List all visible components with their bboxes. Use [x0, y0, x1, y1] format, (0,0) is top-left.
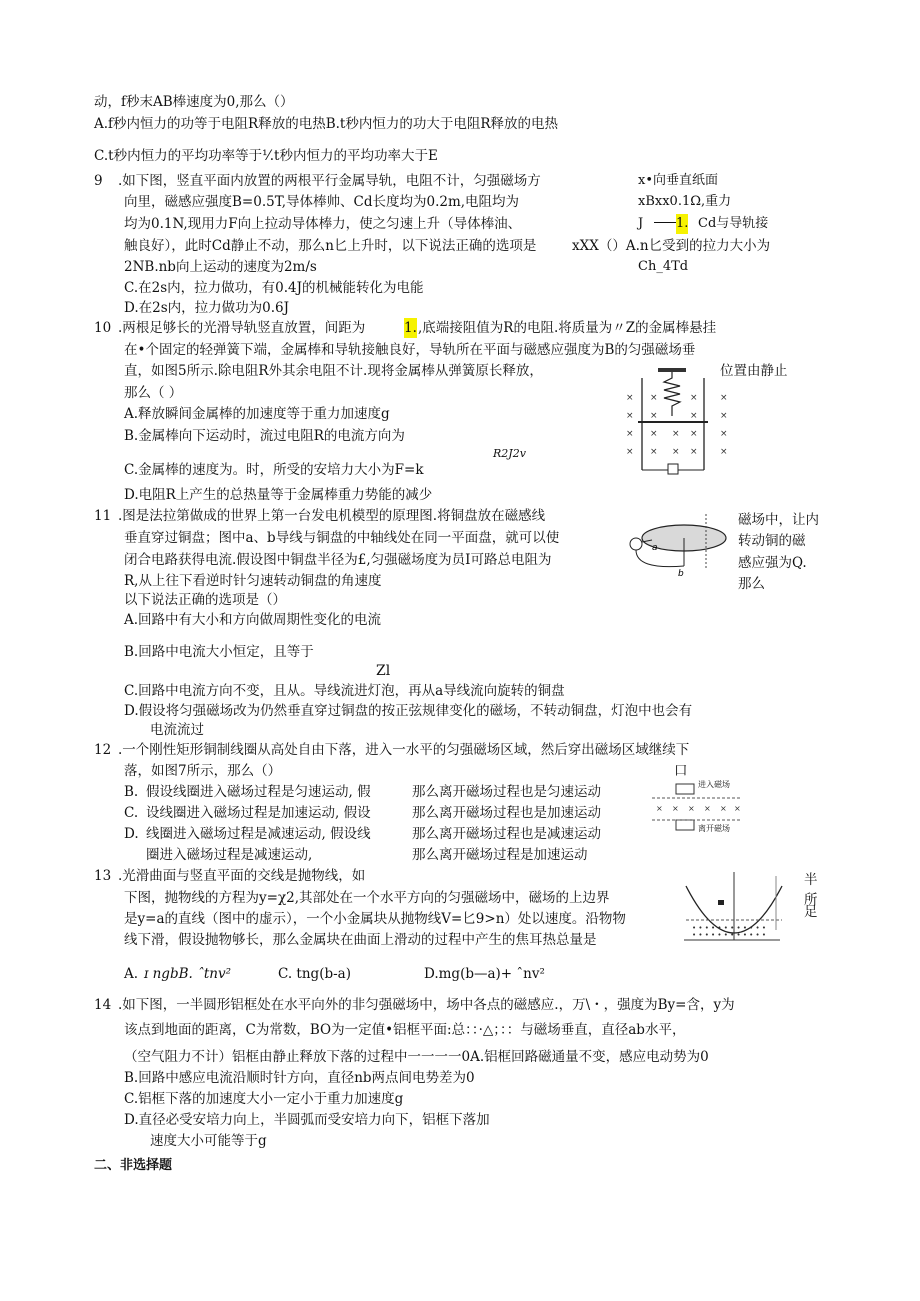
section-heading: 二、非选择题: [94, 1158, 173, 1173]
svg-text:×: ×: [672, 804, 679, 813]
q9-side-3a: J: [638, 216, 644, 231]
svg-text:×: ×: [688, 804, 695, 813]
bulb: [630, 538, 642, 550]
q9-line-5: 2NB.nb向上运动的速度为2m/s: [124, 259, 317, 275]
q9-side-2: xBxx0.1Ω,重力: [638, 194, 732, 209]
svg-text:×: ×: [650, 393, 658, 403]
q12-line-2: 落，如图7所示，那么（）: [124, 763, 282, 779]
q9-side-3b: 1.: [676, 214, 688, 234]
metal-block: [718, 900, 724, 905]
svg-text:×: ×: [704, 804, 711, 813]
q13-line-1: .光滑曲面与竖直平面的交线是抛物线，如: [118, 868, 366, 884]
svg-text:×: ×: [650, 429, 658, 439]
q9-line-1: .如下图，竖直平面内放置的两根平行金属导轨，电阻不计，匀强磁场方: [118, 173, 541, 189]
q11-figure-copper-disk: [622, 510, 732, 580]
q8-options-cd: C.t秒内恒力的平均功率等于⅟.t秒内恒力的平均功率大于E: [94, 148, 438, 164]
q13-side-2: 所: [804, 892, 818, 908]
svg-text:×: ×: [656, 804, 663, 813]
q11-option-c: C.回路中电流方向不变，且从。导线流进灯泡，再从a导线流向旋转的铜盘: [124, 683, 565, 699]
resistor: [668, 464, 678, 474]
parabola-field-dots: [692, 924, 766, 939]
coil-top: [676, 784, 694, 794]
svg-text:×: ×: [672, 447, 680, 457]
q14-line-3: （空气阻力不计）铝框由静止释放下落的过程中一一一一0A.铝框回路磁通量不变，感应电动势为0: [124, 1049, 709, 1065]
q13-option-ab: ɪ ngbB. ˆtnv²: [144, 966, 231, 982]
q11-line-3: 闭合电路获得电流.假设图中铜盘半径为£,匀强磁场度为员I可路总电阻为: [124, 552, 552, 568]
q12-label-c: C.: [124, 805, 139, 821]
svg-text:×: ×: [720, 393, 728, 403]
svg-text:×: ×: [690, 429, 698, 439]
q11-option-d: D.假设将匀强磁场改为仍然垂直穿过铜盘的按正弦规律变化的磁场，不转动铜盘，灯泡中也会有: [124, 703, 693, 719]
q12-mid-1: 假设线圈进入磁场过程是匀速运动, 假: [146, 784, 371, 800]
q10-line-3-tail: 位置由静止: [720, 363, 788, 379]
q13-side-3: 足: [804, 904, 818, 920]
q13-option-d: D.mg(b—a)+ ˆnv²: [424, 966, 545, 982]
label-a: a: [652, 543, 658, 553]
svg-text:×: ×: [720, 447, 728, 457]
q14-line-1: .如下图，一半圆形铝框处在水平向外的非匀强磁场中，场中各点的磁感应.，万\・，强度为By=含，y为: [118, 997, 735, 1013]
svg-text:×: ×: [626, 447, 634, 457]
q12-right-1: 那么离开磁场过程也是匀速运动: [412, 784, 601, 800]
q10-option-b: B.金属棒向下运动时，流过电阻R的电流方向为: [124, 428, 405, 444]
q14-option-d-cont: 速度大小可能等于g: [150, 1133, 267, 1149]
q13-figure-parabola: [680, 870, 790, 946]
wire-b: [636, 550, 684, 567]
q10-fraction: R2J2v: [493, 447, 526, 460]
q10-option-a: A.释放瞬间金属棒的加速度等于重力加速度g: [124, 406, 390, 422]
q11-line-5: 以下说法正确的选项是（）: [124, 592, 286, 608]
q9-line-4-tail: xXX（）A.n匕受到的拉力大小为: [572, 238, 771, 254]
q10-line-2: 在•个固定的轻弹簧下端，金属棒和导轨接触良好，导轨所在平面与磁感应强度为B的匀强磁场垂: [124, 342, 696, 358]
q14-number: 14: [94, 997, 112, 1013]
q9-option-d: D.在2s内，拉力做功为0.6J: [124, 300, 290, 316]
q13-number: 13: [94, 868, 112, 884]
q12-mid-4: 圈进入磁场过程是减速运动,: [146, 847, 313, 863]
q11-line-2: 垂直穿过铜盘；图中a、b导线与铜盘的中轴线处在同一平面盘，就可以使: [124, 530, 560, 546]
q13-option-c: C. tng(b-a): [278, 966, 351, 982]
q10-figure-spring-rail: [620, 366, 740, 480]
q14-option-c: C.铝框下落的加速度大小一定小于重力加速度g: [124, 1091, 404, 1107]
q9-line-4: 触良好），此时Cd静止不动，那么n匕上升时，以下说法正确的选项是: [124, 238, 537, 254]
svg-text:×: ×: [626, 429, 634, 439]
q12-figure-coil: [650, 780, 744, 840]
q10-line-1b: ,底端接阻值为R的电阻.将质量为〃Z的金属棒悬挂: [418, 320, 717, 336]
q8-stem-end: 动，f秒末AB棒速度为0,那么（）: [94, 94, 294, 110]
q9-side-1: x•向垂直纸面: [638, 173, 718, 188]
q11-formula: Zl: [376, 663, 391, 679]
q12-mid-3: 线圈进入磁场过程是减速运动, 假设线: [146, 826, 371, 842]
q10-line-1a: .两根足够长的光滑导轨竖直放置，间距为: [118, 320, 366, 336]
q12-number: 12: [94, 742, 112, 758]
q11-number: 11: [94, 508, 112, 524]
q11-line-1: .图是法拉第做成的世界上第一台发电机模型的原理图.将铜盘放在磁感线: [118, 508, 546, 524]
svg-text:×: ×: [672, 429, 680, 439]
q9-number: 9: [94, 173, 103, 189]
q11-option-a: A.回路中有大小和方向做周期性变化的电流: [124, 612, 382, 628]
svg-text:×: ×: [650, 447, 658, 457]
q12-right-3: 那么离开磁场过程也是减速运动: [412, 826, 601, 842]
q13-line-2: 下图，抛物线的方程为y=χ2,其部处在一个水平方向的匀强磁场中，磁场的上边界: [124, 890, 610, 906]
coil-field-crosses: [656, 804, 741, 813]
field-crosses: [626, 393, 728, 457]
q12-right-4: 那么离开磁场过程是加速运动: [412, 847, 588, 863]
q11-option-d-cont: 电流流过: [150, 722, 204, 738]
q12-fig-label-in: 进入磁场: [698, 780, 730, 789]
q10-option-d: D.电阻R上产生的总热量等于金属棒重力势能的减少: [124, 487, 433, 503]
q11-side-4: 那么: [738, 576, 765, 592]
q11-side-3: 感应强为Q.: [738, 555, 807, 571]
label-b: b: [678, 569, 684, 579]
q12-box: 口: [674, 763, 688, 779]
q10-line-4: 那么（ ）: [124, 385, 183, 401]
q8-options-ab: A.f秒内恒力的功等于电阻R释放的电热B.t秒内恒力的功大于电阻R释放的电热: [94, 116, 559, 132]
svg-text:×: ×: [720, 429, 728, 439]
q10-line-1-highlight: 1.: [404, 320, 417, 336]
svg-text:• • • • • • • • • • • •: • • • • • • • • • • • •: [692, 931, 767, 939]
q11-option-b: B.回路中电流大小恒定，且等于: [124, 644, 314, 660]
q9-line-3: 均为0.1N,现用力F向上拉动导体棒力，使之匀速上升（导体棒油、: [124, 216, 522, 232]
q13-line-3: 是y=a的直线（图中的虚示），一个小金属块从抛物线V=匕9>n）处以速度。沿物物: [124, 911, 626, 927]
svg-text:×: ×: [626, 393, 634, 403]
ceiling: [658, 368, 686, 372]
q9-option-c: C.在2s内，拉力做功，有0.4J的机械能转化为电能: [124, 280, 424, 296]
svg-text:×: ×: [690, 447, 698, 457]
q9-side-3c: Cd与导轨接: [698, 216, 769, 231]
svg-text:×: ×: [720, 411, 728, 421]
q12-mid-2: 设线圈进入磁场过程是加速运动, 假设: [146, 805, 371, 821]
q11-side-2: 转动铜的磁: [738, 533, 806, 549]
svg-text:×: ×: [690, 411, 698, 421]
svg-text:• • • • • • • • • • • •: • • • • • • • • • • • •: [692, 924, 767, 932]
q10-number: 10: [94, 320, 112, 336]
svg-text:×: ×: [626, 411, 634, 421]
q12-right-2: 那么离开磁场过程也是加速运动: [412, 805, 601, 821]
q12-line-1: .一个刚性矩形铜制线圈从高处自由下落，进入一水平的匀强磁场区域，然后穿出磁场区域继续下: [118, 742, 690, 758]
q11-line-4: R,从上往下看逆时针匀速转动铜盘的角速度: [124, 573, 382, 589]
q13-side-1: 半: [804, 872, 818, 888]
q9-side-5: Ch_4Td: [638, 259, 689, 274]
spring: [664, 372, 680, 416]
q13-line-4: 线下滑，假设抛物够长，那么金属块在曲面上滑动的过程中产生的焦耳热总量是: [124, 932, 597, 948]
svg-text:×: ×: [734, 804, 741, 813]
coil-bottom: [676, 820, 694, 830]
q11-side-1: 磁场中，让内: [738, 512, 819, 528]
svg-text:×: ×: [690, 393, 698, 403]
q12-label-b: B.: [124, 784, 139, 800]
q10-option-c: C.金属棒的速度为。时，所受的安培力大小为F=k: [124, 462, 424, 478]
q14-line-2: 该点到地面的距离，C为常数，BO为一定值•铝框平面:总：：·△；：：与磁场垂直，直径ab水平，: [124, 1022, 686, 1038]
q12-label-d: D.: [124, 826, 139, 842]
q14-option-d: D.直径必受安培力向上，半圆弧而受安培力向下，铝框下落加: [124, 1112, 490, 1128]
q10-line-3: 直，如图5所示.除电阻R外其余电阻不计.现将金属棒从弹簧原长释放，: [124, 363, 543, 379]
svg-text:×: ×: [650, 411, 658, 421]
svg-text:×: ×: [720, 804, 727, 813]
q13-option-a: A.: [124, 966, 139, 982]
q9-line-2: 向里，磁感应强度B=0.5T,导体棒帅、Cd长度均为0.2m,电阻均为: [124, 194, 520, 210]
q14-option-b: B.回路中感应电流沿顺时针方向，直径nb两点间电势差为0: [124, 1070, 475, 1086]
q12-fig-label-out: 离开磁场: [698, 824, 730, 833]
